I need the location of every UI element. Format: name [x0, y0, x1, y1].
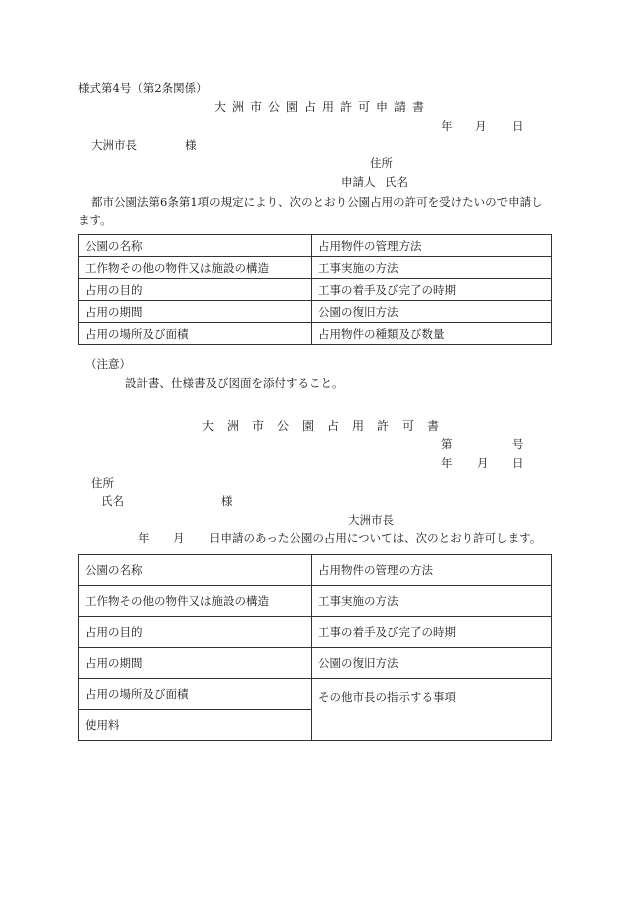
- application-body-line-1: 都市公園法第6条第1項の規定により、次のとおり公園占用の許可を受けたいので申請し: [91, 195, 543, 209]
- applicant-label: 申請人: [341, 175, 376, 189]
- table-row: [79, 257, 552, 279]
- permit-date-month: 月: [477, 456, 489, 470]
- table-cell: 公園の復旧方法: [312, 648, 552, 679]
- table-cell: 占用物件の管理方法: [312, 235, 552, 257]
- table-row: [79, 648, 552, 679]
- table-row: [79, 617, 552, 648]
- permit-body-month: 月: [173, 531, 185, 545]
- table-cell: 公園の復旧方法: [312, 301, 552, 323]
- table-row: [79, 555, 552, 586]
- note-text: 設計書、仕様書及び図面を添付すること。: [125, 376, 344, 390]
- table-row: [79, 586, 552, 617]
- application-table: [78, 234, 552, 345]
- permit-date-year: 年: [441, 456, 453, 470]
- table-cell: 占用物件の管理の方法: [312, 555, 552, 586]
- form-number-label: 様式第4号（第2条関係）: [78, 81, 208, 95]
- permit-issuer: 大洲市長: [348, 513, 394, 527]
- table-cell: 占用物件の種類及び数量: [312, 323, 552, 345]
- table-cell: 占用の期間: [79, 301, 312, 323]
- application-body-line-2: ます。: [78, 213, 112, 227]
- table-cell: 占用の目的: [79, 279, 312, 301]
- table-cell: 工事実施の方法: [312, 586, 552, 617]
- permit-table: [78, 554, 552, 741]
- table-row: [79, 301, 552, 323]
- table-cell: 工事実施の方法: [312, 257, 552, 279]
- applicant-address-label: 住所: [370, 156, 393, 170]
- table-cell: 使用料: [79, 710, 312, 741]
- table-cell: 占用の期間: [79, 648, 312, 679]
- table-cell: 工事の着手及び完了の時期: [312, 279, 552, 301]
- table-cell: 工事の着手及び完了の時期: [312, 617, 552, 648]
- table-cell: 占用の場所及び面積: [79, 323, 312, 345]
- table-row: [79, 679, 552, 710]
- permit-number-suffix: 号: [512, 437, 524, 451]
- application-title: 大洲市公園占用許可申請書: [214, 100, 431, 114]
- table-cell: その他市長の指示する事項: [312, 679, 552, 741]
- permit-number-prefix: 第: [441, 437, 453, 451]
- application-date-year: 年: [441, 119, 453, 133]
- table-cell: 占用の場所及び面積: [79, 679, 312, 710]
- permittee-address-label: 住所: [91, 476, 114, 490]
- permittee-honorific: 様: [221, 494, 233, 508]
- application-date-day: 日: [512, 119, 524, 133]
- table-cell: 占用の目的: [79, 617, 312, 648]
- addressee-honorific: 様: [185, 138, 197, 152]
- note-label: （注意）: [85, 357, 131, 371]
- table-row: [79, 279, 552, 301]
- applicant-name-label: 氏名: [385, 175, 408, 189]
- table-cell: 公園の名称: [79, 235, 312, 257]
- permit-body-year: 年: [138, 531, 150, 545]
- table-row: [79, 235, 552, 257]
- permit-date-day: 日: [512, 456, 524, 470]
- table-cell: 公園の名称: [79, 555, 312, 586]
- permittee-name-label: 氏名: [101, 494, 124, 508]
- application-date-month: 月: [475, 119, 487, 133]
- table-cell: 工作物その他の物件又は施設の構造: [79, 586, 312, 617]
- table-cell: 工作物その他の物件又は施設の構造: [79, 257, 312, 279]
- permit-title: 大洲市公園占用許可書: [202, 419, 453, 433]
- addressee: 大洲市長: [91, 138, 137, 152]
- permit-body-text: 日申請のあった公園の占用については、次のとおり許可します。: [209, 531, 542, 545]
- table-row: [79, 323, 552, 345]
